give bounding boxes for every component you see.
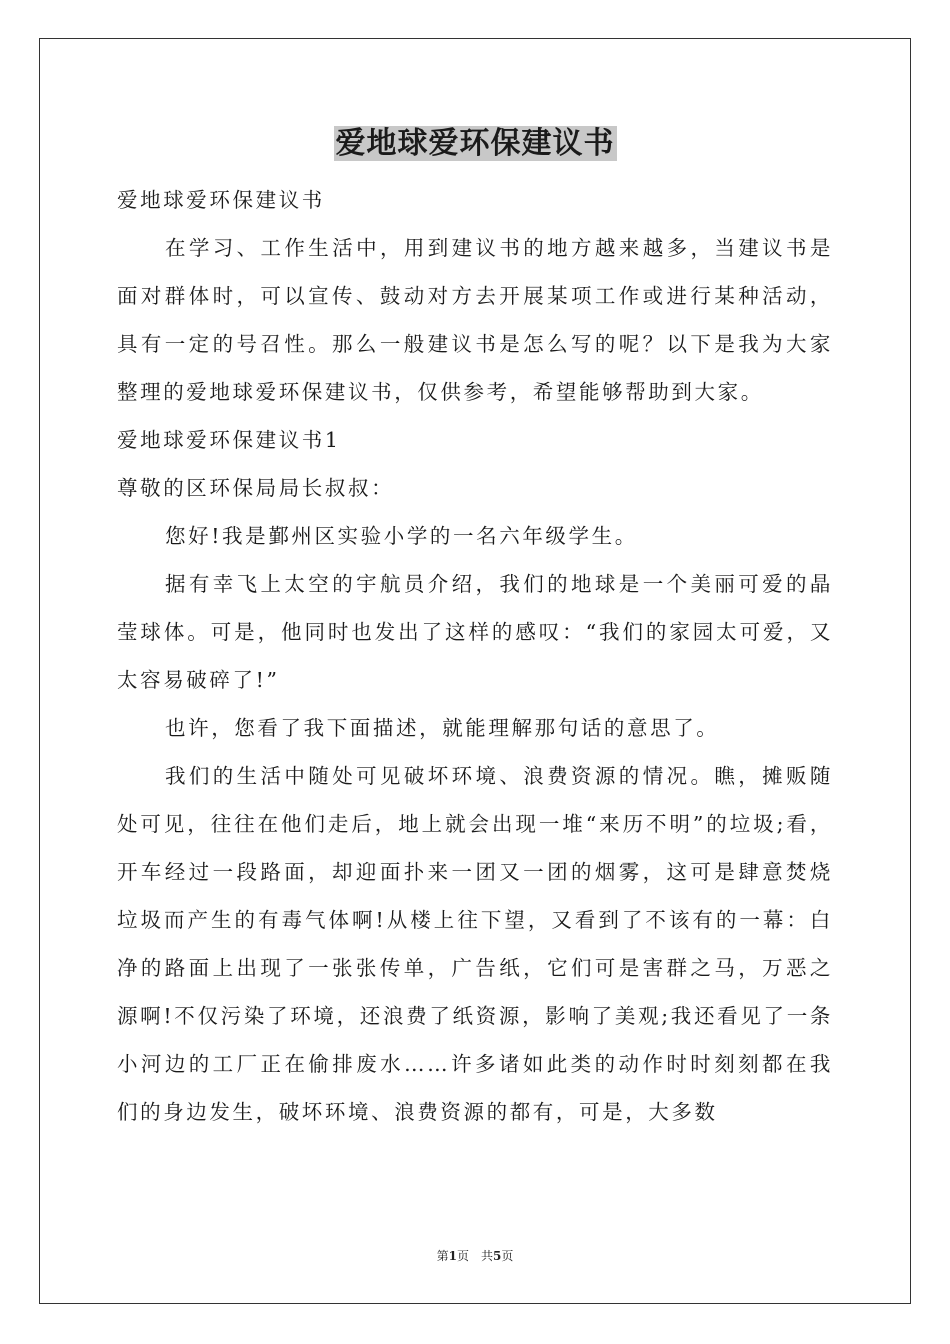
body-paragraph: 也许，您看了我下面描述，就能理解那句话的意思了。: [165, 716, 720, 740]
total-page-count: 5: [493, 1249, 502, 1263]
current-page-number: 1: [448, 1249, 457, 1263]
body-paragraph: 爱地球爱环保建议书: [117, 188, 325, 212]
body-paragraph: 在学习、工作生活中，用到建议书的地方越来越多，当建议书是面对群体时，可以宣传、鼓动对方去开展某项工作或进行某种活动，具有一定的号召性。那么一般建议书是怎么写的呢？以下是我为大家整理的爱地球爱环保建议书，仅供参考，希望能够帮助到大家。: [117, 236, 833, 404]
page-mid: 页 共: [456, 1249, 493, 1263]
document-title-text: 爱地球爱环保建议书: [335, 126, 615, 161]
page-suffix: 页: [501, 1249, 514, 1263]
body-paragraph: 您好!我是鄞州区实验小学的一名六年级学生。: [165, 524, 638, 548]
body-paragraph: 我们的生活中随处可见破坏环境、浪费资源的情况。瞧，摊贩随处可见，往往在他们走后，地上就会出现一堆“来历不明”的垃圾;看，开车经过一段路面，却迎面扑来一团又一团的烟雾，这可是肆意焚烧垃圾而产生的有毒气体啊!从楼上往下望，又看到了不该有的一幕：白净的路面上出现了一张张传单，广告纸，它们可是害群之马，万恶之源啊!不仅污染了环境，还浪费了纸资源，影响了美观;我还看见了一条小河边的工厂正在偷排废水……许多诸如此类的动作时时刻刻都在我们的身边发生，破坏环境、浪费资源的都有，可是，大多数: [117, 764, 833, 1124]
page-prefix: 第: [436, 1249, 449, 1263]
document-title: [0, 124, 950, 164]
document-body: [117, 176, 833, 1136]
body-paragraph: 尊敬的区环保局局长叔叔：: [117, 476, 395, 500]
body-paragraph: 据有幸飞上太空的宇航员介绍，我们的地球是一个美丽可爱的晶莹球体。可是，他同时也发出了这样的感叹：“我们的家园太可爱，又太容易破碎了!”: [117, 572, 833, 692]
page-number-footer: [0, 1248, 950, 1264]
body-paragraph: 爱地球爱环保建议书1: [117, 428, 341, 452]
